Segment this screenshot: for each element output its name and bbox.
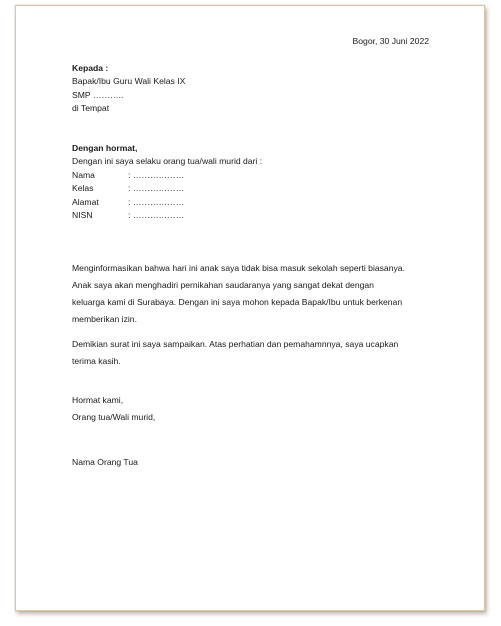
field-value: : ………………: [128, 169, 185, 180]
field-row: [72, 196, 262, 209]
signature-name: Nama Orang Tua: [72, 457, 138, 467]
field-label: Alamat: [72, 196, 99, 207]
field-value: : ………………: [128, 183, 185, 194]
recipient-line: SMP ………..: [72, 89, 124, 100]
body-line: keluarga kami di Surabaya. Dengan ini saya mohon kepada Bapak/Ibu untuk berkenan: [72, 297, 403, 307]
body-line: memberikan izin.: [72, 314, 137, 324]
field-label: NISN: [72, 210, 93, 221]
closing-line: terima kasih.: [72, 356, 121, 366]
body-paragraph: [72, 260, 442, 328]
field-row: [72, 169, 262, 182]
field-value: : ………………: [128, 196, 185, 207]
recipient-heading: Kepada :: [72, 63, 109, 73]
document-page: [15, 5, 485, 611]
greeting: Dengan hormat,: [72, 143, 138, 153]
signoff-block: [72, 392, 155, 426]
closing-paragraph: [72, 336, 442, 370]
body-line: Menginformasikan bahwa hari ini anak saya tidak bisa masuk sekolah seperti biasanya.: [72, 263, 405, 273]
greeting-block: [72, 142, 262, 222]
field-label: Kelas: [72, 183, 94, 194]
field-value: : ………………: [128, 210, 185, 221]
field-label: Nama: [72, 169, 95, 180]
letter-date: Bogor, 30 Juni 2022: [352, 36, 429, 46]
body-line: Anak saya akan menghadiri pernikahan saudaranya yang sangat dekat dengan: [72, 280, 374, 290]
recipient-block: [72, 62, 185, 116]
closing-line: Demikian surat ini saya sampaikan. Atas perhatian dan pemahamnnya, saya ucapkan: [72, 339, 399, 349]
intro-text: Dengan ini saya selaku orang tua/wali murid dari :: [72, 156, 263, 167]
recipient-line: Bapak/Ibu Guru Wali Kelas IX: [72, 76, 186, 87]
recipient-line: di Tempat: [72, 103, 110, 114]
field-row: [72, 209, 262, 222]
signoff-line: Orang tua/Wali murid,: [72, 412, 156, 422]
signoff-line: Hormat kami,: [72, 395, 124, 405]
field-row: [72, 182, 262, 195]
